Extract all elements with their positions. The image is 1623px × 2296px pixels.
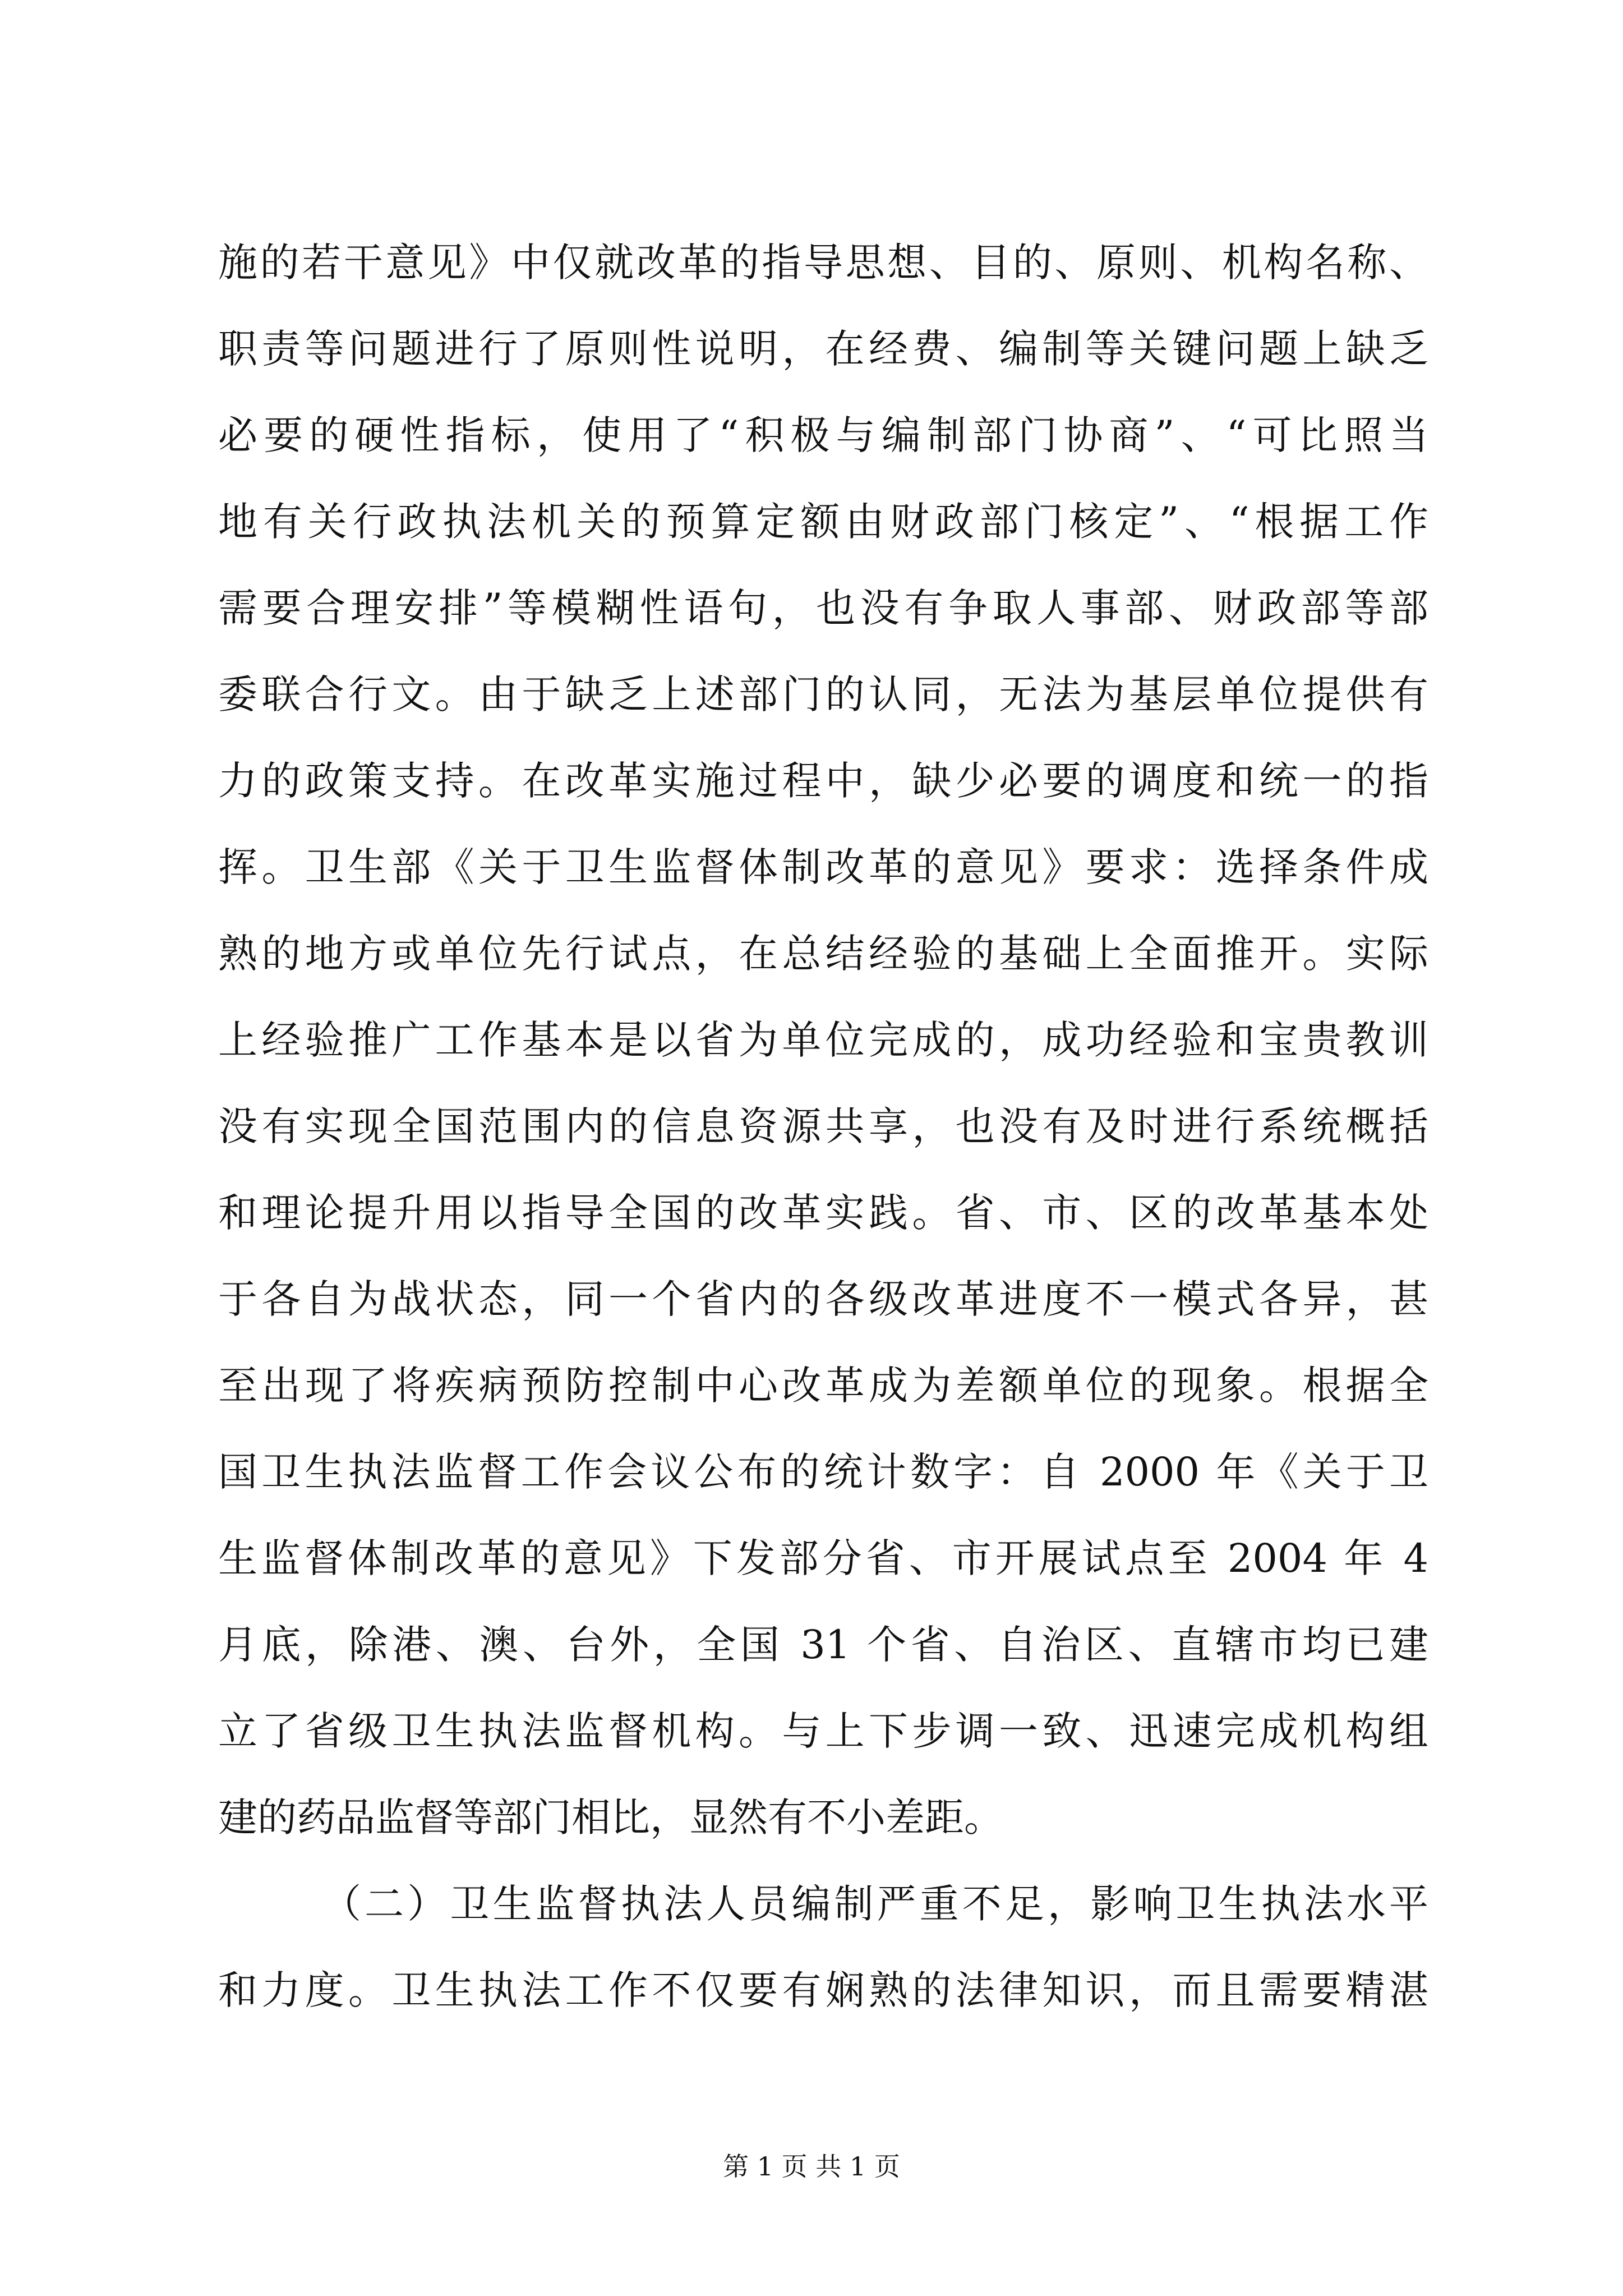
text-line: 立了省级卫生执法监督机构。与上下步调一致、迅速完成机构组	[218, 1708, 1428, 1754]
text-line: 和力度。卫生执法工作不仅要有娴熟的法律知识，而且需要精湛	[218, 1967, 1428, 2013]
text-line: 必要的硬性指标，使用了“积极与编制部门协商”、“可比照当	[218, 412, 1428, 458]
text-line: 熟的地方或单位先行试点，在总结经验的基础上全面推开。实际	[218, 931, 1428, 977]
text-line: 上经验推广工作基本是以省为单位完成的，成功经验和宝贵教训	[218, 1017, 1428, 1063]
text-line: 地有关行政执法机关的预算定额由财政部门核定”、“根据工作	[218, 499, 1428, 545]
text-line: （二）卫生监督执法人员编制严重不足，影响卫生执法水平	[322, 1881, 1428, 1927]
paragraph	[218, 1861, 1428, 2033]
text-line: 至出现了将疾病预防控制中心改革成为差额单位的现象。根据全	[218, 1363, 1428, 1409]
text-line: 月底，除港、澳、台外，全国 31 个省、自治区、直辖市均已建	[218, 1622, 1428, 1668]
text-line: 职责等问题进行了原则性说明，在经费、编制等关键问题上缺乏	[218, 326, 1428, 372]
text-line: 生监督体制改革的意见》下发部分省、市开展试点至 2004 年 4	[218, 1535, 1428, 1581]
text-line: 需要合理安排”等模糊性语句，也没有争取人事部、财政部等部	[218, 585, 1428, 631]
text-line: 力的政策支持。在改革实施过程中，缺少必要的调度和统一的指	[218, 758, 1428, 804]
text-line: 没有实现全国范围内的信息资源共享，也没有及时进行系统概括	[218, 1103, 1428, 1149]
text-line: 于各自为战状态，同一个省内的各级改革进度不一模式各异，甚	[218, 1276, 1428, 1322]
text-line: 国卫生执法监督工作会议公布的统计数字：自 2000 年《关于卫	[218, 1449, 1428, 1495]
paragraph	[218, 219, 1428, 1861]
text-line: 施的若干意见》中仅就改革的指导思想、目的、原则、机构名称、	[218, 240, 1428, 286]
text-line: 建的药品监督等部门相比，显然有不小差距。	[218, 1795, 1003, 1841]
text-line: 和理论提升用以指导全国的改革实践。省、市、区的改革基本处	[218, 1190, 1428, 1236]
text-line: 委联合行文。由于缺乏上述部门的认同，无法为基层单位提供有	[218, 671, 1428, 717]
body-text	[218, 219, 1428, 2033]
page-footer: 第 1 页 共 1 页	[723, 2151, 900, 2182]
text-line: 挥。卫生部《关于卫生监督体制改革的意见》要求：选择条件成	[218, 844, 1428, 890]
